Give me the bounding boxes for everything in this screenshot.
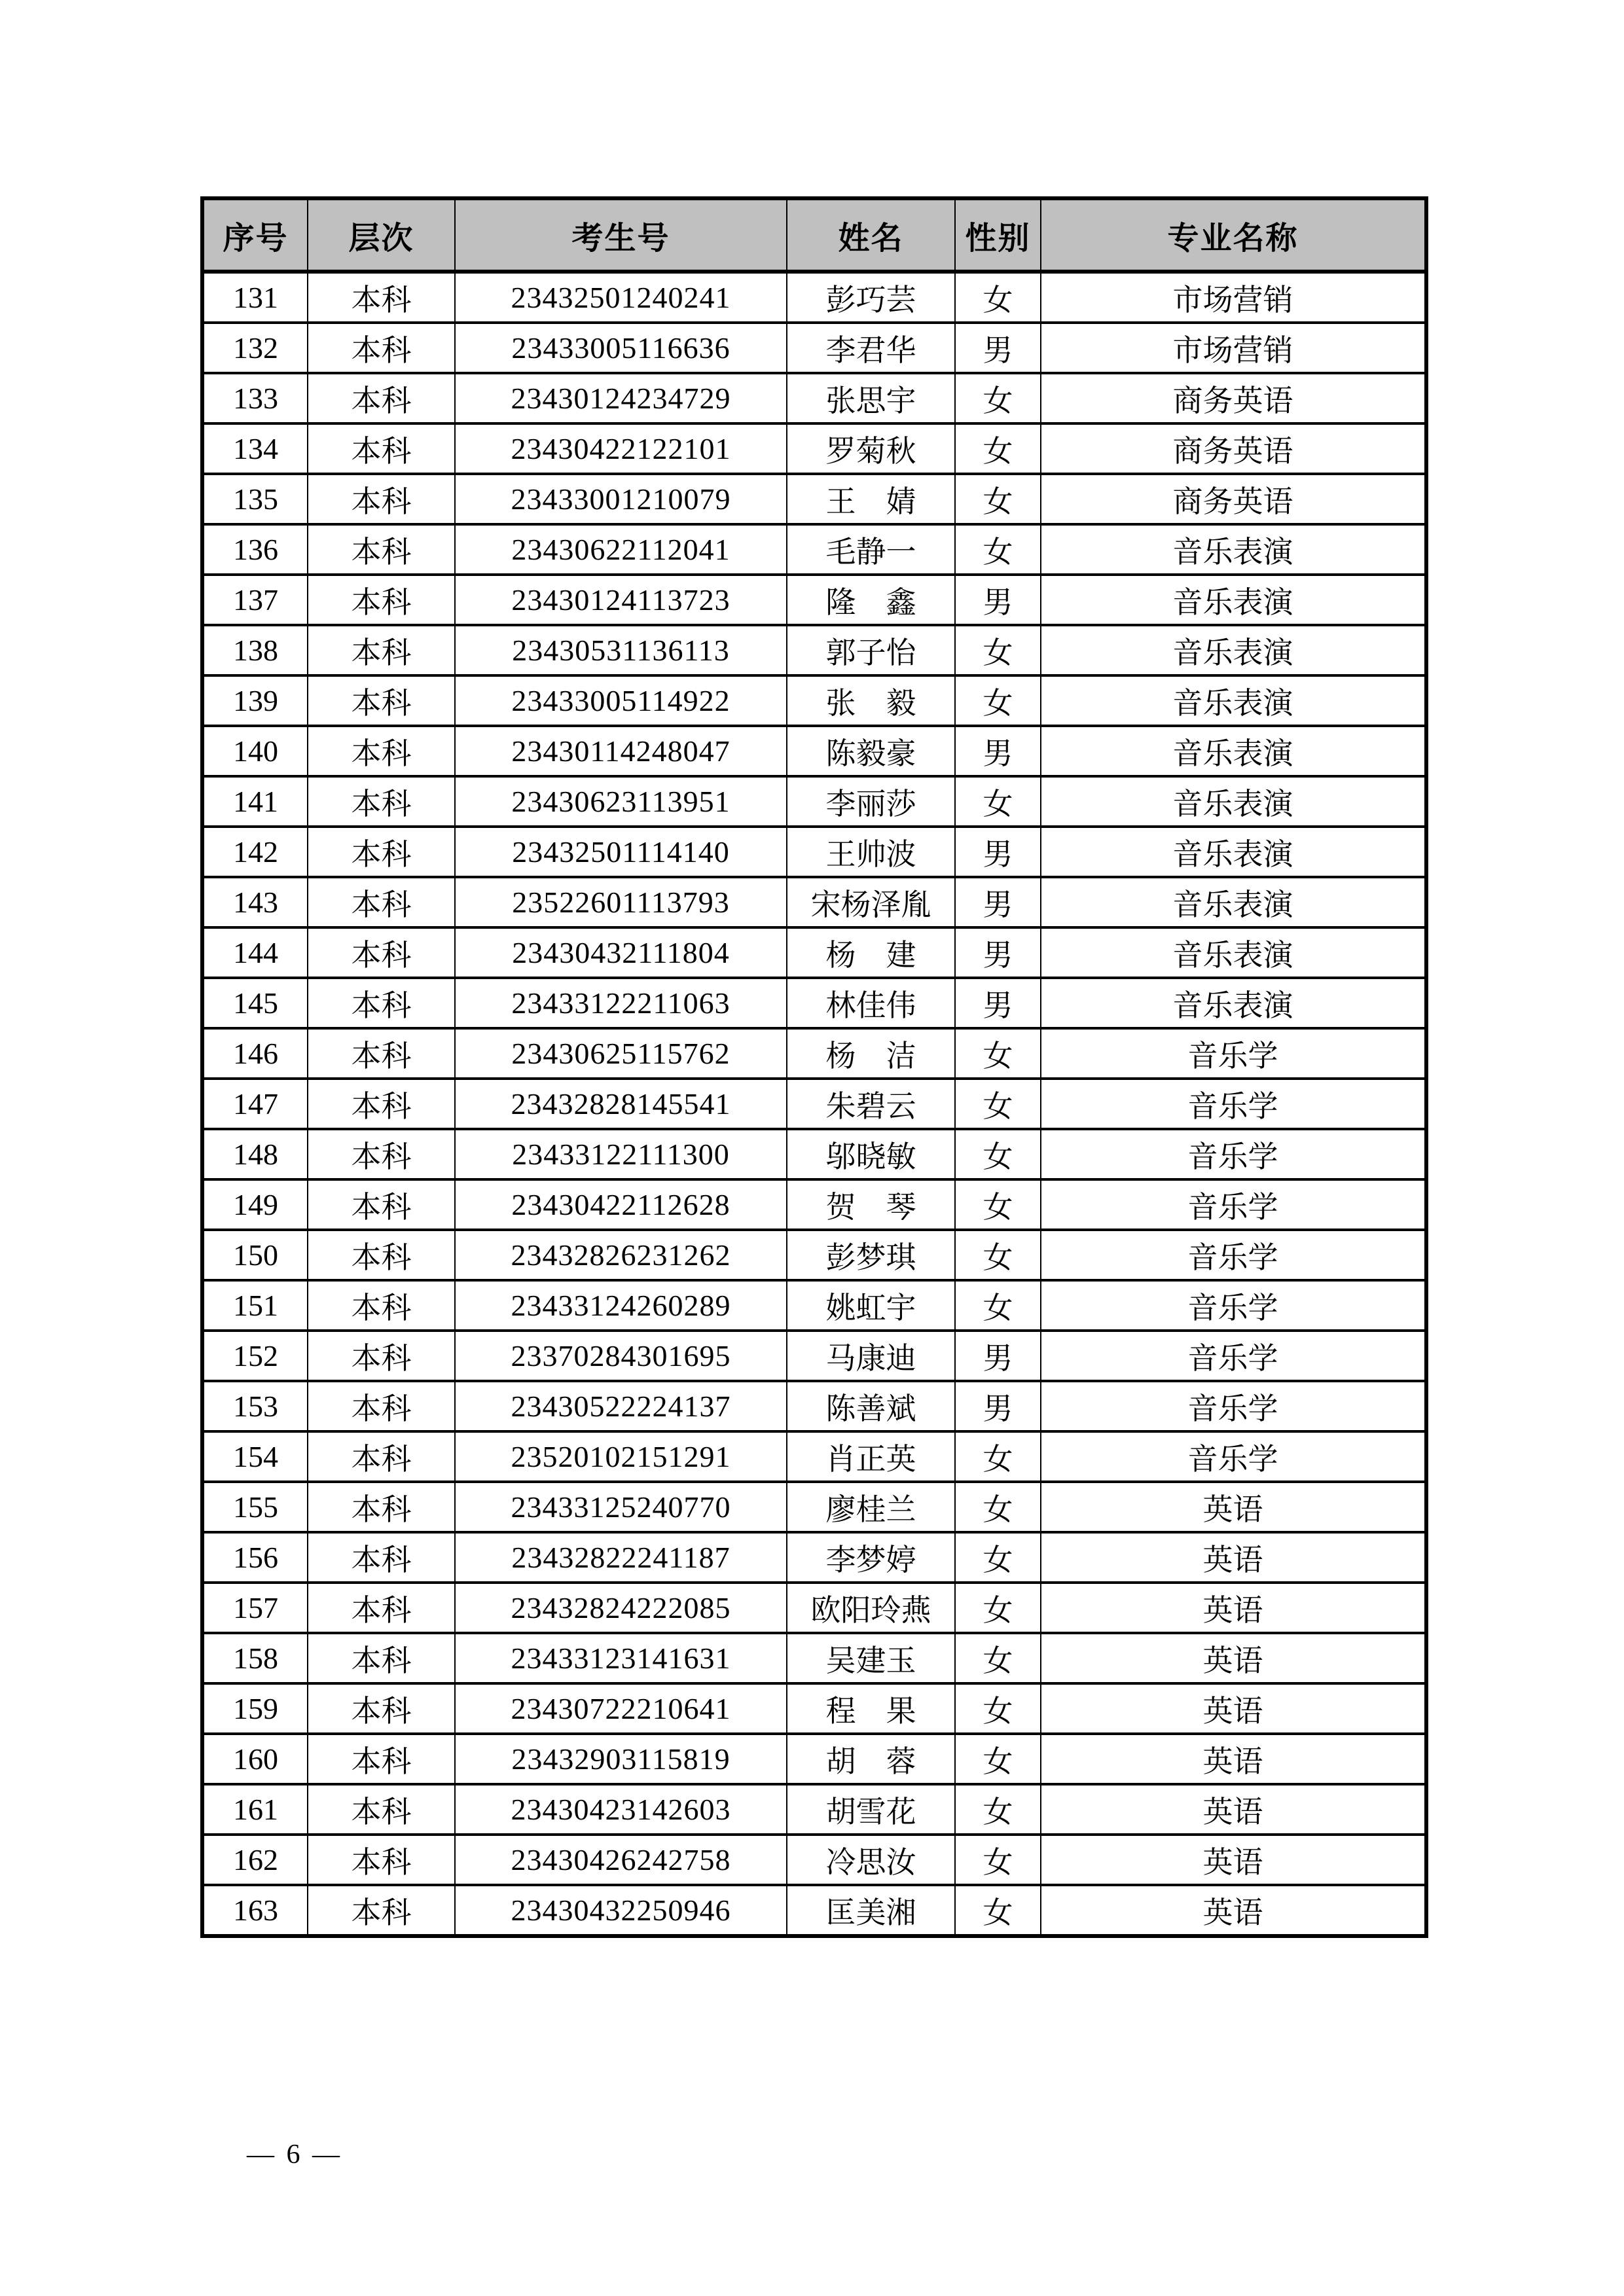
student-roster-table <box>200 196 1428 1938</box>
header-major: 专业名称 <box>1041 198 1426 272</box>
gender-cell: 男 <box>955 927 1041 978</box>
level-cell: 本科 <box>308 877 455 927</box>
table-row <box>202 1683 1426 1734</box>
level-cell: 本科 <box>308 1179 455 1230</box>
table-row <box>202 1734 1426 1784</box>
name-cell: 杨 建 <box>787 927 955 978</box>
gender-cell: 女 <box>955 625 1041 675</box>
name-cell: 朱碧云 <box>787 1079 955 1129</box>
level-cell: 本科 <box>308 1079 455 1129</box>
major-cell: 英语 <box>1041 1784 1426 1835</box>
table-row <box>202 1532 1426 1583</box>
exam-no-cell: 23432501114140 <box>455 827 787 877</box>
gender-cell: 女 <box>955 1482 1041 1532</box>
name-cell: 李丽莎 <box>787 776 955 827</box>
table-row <box>202 1482 1426 1532</box>
level-cell: 本科 <box>308 1381 455 1431</box>
major-cell: 英语 <box>1041 1482 1426 1532</box>
table-row <box>202 524 1426 575</box>
major-cell: 音乐表演 <box>1041 927 1426 978</box>
table-row <box>202 1583 1426 1633</box>
seq-cell: 158 <box>202 1633 308 1683</box>
major-cell: 市场营销 <box>1041 323 1426 373</box>
exam-no-cell: 23522601113793 <box>455 877 787 927</box>
level-cell: 本科 <box>308 1482 455 1532</box>
major-cell: 音乐表演 <box>1041 726 1426 776</box>
exam-no-cell: 23430422112628 <box>455 1179 787 1230</box>
level-cell: 本科 <box>308 1532 455 1583</box>
seq-cell: 141 <box>202 776 308 827</box>
level-cell: 本科 <box>308 474 455 524</box>
level-cell: 本科 <box>308 1230 455 1280</box>
name-cell: 张思宇 <box>787 373 955 423</box>
table-row <box>202 1381 1426 1431</box>
major-cell: 音乐表演 <box>1041 827 1426 877</box>
major-cell: 音乐表演 <box>1041 978 1426 1028</box>
name-cell: 李梦婷 <box>787 1532 955 1583</box>
major-cell: 商务英语 <box>1041 423 1426 474</box>
header-name: 姓名 <box>787 198 955 272</box>
gender-cell: 女 <box>955 1230 1041 1280</box>
table-row <box>202 675 1426 726</box>
header-level: 层次 <box>308 198 455 272</box>
exam-no-cell: 23432826231262 <box>455 1230 787 1280</box>
table-row <box>202 1079 1426 1129</box>
major-cell: 音乐学 <box>1041 1230 1426 1280</box>
table-row <box>202 272 1426 323</box>
level-cell: 本科 <box>308 776 455 827</box>
major-cell: 音乐学 <box>1041 1381 1426 1431</box>
seq-cell: 161 <box>202 1784 308 1835</box>
major-cell: 商务英语 <box>1041 373 1426 423</box>
table-row <box>202 1835 1426 1885</box>
exam-no-cell: 23433124260289 <box>455 1280 787 1331</box>
table-row <box>202 776 1426 827</box>
exam-no-cell: 23432824222085 <box>455 1583 787 1633</box>
gender-cell: 女 <box>955 675 1041 726</box>
seq-cell: 153 <box>202 1381 308 1431</box>
level-cell: 本科 <box>308 1280 455 1331</box>
seq-cell: 152 <box>202 1331 308 1381</box>
exam-no-cell: 23430522224137 <box>455 1381 787 1431</box>
seq-cell: 144 <box>202 927 308 978</box>
seq-cell: 131 <box>202 272 308 323</box>
name-cell: 姚虹宇 <box>787 1280 955 1331</box>
gender-cell: 女 <box>955 1734 1041 1784</box>
gender-cell: 男 <box>955 726 1041 776</box>
gender-cell: 女 <box>955 1683 1041 1734</box>
exam-no-cell: 23433005114922 <box>455 675 787 726</box>
major-cell: 音乐学 <box>1041 1331 1426 1381</box>
seq-cell: 156 <box>202 1532 308 1583</box>
name-cell: 吴建玉 <box>787 1633 955 1683</box>
name-cell: 匡美湘 <box>787 1885 955 1936</box>
level-cell: 本科 <box>308 675 455 726</box>
table-row <box>202 1885 1426 1936</box>
seq-cell: 163 <box>202 1885 308 1936</box>
gender-cell: 女 <box>955 1079 1041 1129</box>
seq-cell: 151 <box>202 1280 308 1331</box>
exam-no-cell: 23430722210641 <box>455 1683 787 1734</box>
table-header-row <box>202 198 1426 272</box>
table-row <box>202 1230 1426 1280</box>
name-cell: 胡 蓉 <box>787 1734 955 1784</box>
level-cell: 本科 <box>308 323 455 373</box>
name-cell: 彭巧芸 <box>787 272 955 323</box>
gender-cell: 女 <box>955 373 1041 423</box>
major-cell: 音乐表演 <box>1041 575 1426 625</box>
name-cell: 马康迪 <box>787 1331 955 1381</box>
table-row <box>202 423 1426 474</box>
level-cell: 本科 <box>308 1129 455 1179</box>
exam-no-cell: 23430432250946 <box>455 1885 787 1936</box>
exam-no-cell: 23430426242758 <box>455 1835 787 1885</box>
gender-cell: 女 <box>955 776 1041 827</box>
level-cell: 本科 <box>308 423 455 474</box>
seq-cell: 134 <box>202 423 308 474</box>
exam-no-cell: 23430423142603 <box>455 1784 787 1835</box>
seq-cell: 139 <box>202 675 308 726</box>
level-cell: 本科 <box>308 625 455 675</box>
level-cell: 本科 <box>308 1583 455 1633</box>
gender-cell: 女 <box>955 474 1041 524</box>
major-cell: 英语 <box>1041 1633 1426 1683</box>
seq-cell: 155 <box>202 1482 308 1532</box>
major-cell: 商务英语 <box>1041 474 1426 524</box>
exam-no-cell: 23430625115762 <box>455 1028 787 1079</box>
level-cell: 本科 <box>308 978 455 1028</box>
name-cell: 毛静一 <box>787 524 955 575</box>
name-cell: 杨 洁 <box>787 1028 955 1079</box>
gender-cell: 男 <box>955 575 1041 625</box>
table-row <box>202 827 1426 877</box>
exam-no-cell: 23433001210079 <box>455 474 787 524</box>
gender-cell: 女 <box>955 1280 1041 1331</box>
table-row <box>202 575 1426 625</box>
level-cell: 本科 <box>308 575 455 625</box>
name-cell: 胡雪花 <box>787 1784 955 1835</box>
seq-cell: 137 <box>202 575 308 625</box>
table-row <box>202 978 1426 1028</box>
gender-cell: 男 <box>955 978 1041 1028</box>
gender-cell: 女 <box>955 1885 1041 1936</box>
major-cell: 音乐表演 <box>1041 625 1426 675</box>
gender-cell: 男 <box>955 877 1041 927</box>
seq-cell: 132 <box>202 323 308 373</box>
level-cell: 本科 <box>308 1835 455 1885</box>
header-exam-no: 考生号 <box>455 198 787 272</box>
exam-no-cell: 23430622112041 <box>455 524 787 575</box>
major-cell: 音乐学 <box>1041 1129 1426 1179</box>
seq-cell: 142 <box>202 827 308 877</box>
gender-cell: 女 <box>955 272 1041 323</box>
exam-no-cell: 23430623113951 <box>455 776 787 827</box>
name-cell: 郭子怡 <box>787 625 955 675</box>
name-cell: 隆 鑫 <box>787 575 955 625</box>
gender-cell: 女 <box>955 1633 1041 1683</box>
name-cell: 冷思汝 <box>787 1835 955 1885</box>
table-row <box>202 1179 1426 1230</box>
name-cell: 贺 琴 <box>787 1179 955 1230</box>
table-row <box>202 323 1426 373</box>
table-row <box>202 877 1426 927</box>
table-row <box>202 1331 1426 1381</box>
gender-cell: 女 <box>955 1532 1041 1583</box>
gender-cell: 女 <box>955 1129 1041 1179</box>
table-row <box>202 373 1426 423</box>
level-cell: 本科 <box>308 827 455 877</box>
name-cell: 林佳伟 <box>787 978 955 1028</box>
major-cell: 音乐学 <box>1041 1079 1426 1129</box>
gender-cell: 女 <box>955 1431 1041 1482</box>
level-cell: 本科 <box>308 1885 455 1936</box>
header-seq: 序号 <box>202 198 308 272</box>
gender-cell: 女 <box>955 1179 1041 1230</box>
name-cell: 王帅波 <box>787 827 955 877</box>
seq-cell: 136 <box>202 524 308 575</box>
exam-no-cell: 23433005116636 <box>455 323 787 373</box>
level-cell: 本科 <box>308 1431 455 1482</box>
seq-cell: 148 <box>202 1129 308 1179</box>
major-cell: 音乐表演 <box>1041 877 1426 927</box>
gender-cell: 男 <box>955 827 1041 877</box>
table-row <box>202 1633 1426 1683</box>
level-cell: 本科 <box>308 272 455 323</box>
exam-no-cell: 23430432111804 <box>455 927 787 978</box>
major-cell: 音乐表演 <box>1041 675 1426 726</box>
name-cell: 程 果 <box>787 1683 955 1734</box>
name-cell: 陈毅豪 <box>787 726 955 776</box>
page-number: — 6 — <box>247 2140 342 2170</box>
major-cell: 音乐表演 <box>1041 776 1426 827</box>
seq-cell: 143 <box>202 877 308 927</box>
exam-no-cell: 23433122111300 <box>455 1129 787 1179</box>
seq-cell: 154 <box>202 1431 308 1482</box>
major-cell: 音乐学 <box>1041 1179 1426 1230</box>
exam-no-cell: 23432822241187 <box>455 1532 787 1583</box>
table-row <box>202 1431 1426 1482</box>
table-row <box>202 1280 1426 1331</box>
exam-no-cell: 23432828145541 <box>455 1079 787 1129</box>
name-cell: 欧阳玲燕 <box>787 1583 955 1633</box>
gender-cell: 男 <box>955 1331 1041 1381</box>
gender-cell: 女 <box>955 524 1041 575</box>
name-cell: 王 婧 <box>787 474 955 524</box>
table-row <box>202 927 1426 978</box>
level-cell: 本科 <box>308 1683 455 1734</box>
table-row <box>202 1028 1426 1079</box>
seq-cell: 160 <box>202 1734 308 1784</box>
exam-no-cell: 23433122211063 <box>455 978 787 1028</box>
seq-cell: 157 <box>202 1583 308 1633</box>
gender-cell: 女 <box>955 1028 1041 1079</box>
exam-no-cell: 23432903115819 <box>455 1734 787 1784</box>
major-cell: 英语 <box>1041 1583 1426 1633</box>
seq-cell: 149 <box>202 1179 308 1230</box>
name-cell: 李君华 <box>787 323 955 373</box>
seq-cell: 145 <box>202 978 308 1028</box>
name-cell: 廖桂兰 <box>787 1482 955 1532</box>
level-cell: 本科 <box>308 1028 455 1079</box>
exam-no-cell: 23430531136113 <box>455 625 787 675</box>
table-row <box>202 1784 1426 1835</box>
major-cell: 英语 <box>1041 1683 1426 1734</box>
seq-cell: 150 <box>202 1230 308 1280</box>
major-cell: 英语 <box>1041 1734 1426 1784</box>
exam-no-cell: 23430124113723 <box>455 575 787 625</box>
exam-no-cell: 23432501240241 <box>455 272 787 323</box>
seq-cell: 135 <box>202 474 308 524</box>
exam-no-cell: 23430124234729 <box>455 373 787 423</box>
name-cell: 罗菊秋 <box>787 423 955 474</box>
level-cell: 本科 <box>308 524 455 575</box>
header-gender: 性别 <box>955 198 1041 272</box>
level-cell: 本科 <box>308 1331 455 1381</box>
gender-cell: 女 <box>955 1835 1041 1885</box>
table-row <box>202 726 1426 776</box>
gender-cell: 女 <box>955 423 1041 474</box>
name-cell: 陈善斌 <box>787 1381 955 1431</box>
exam-no-cell: 23520102151291 <box>455 1431 787 1482</box>
name-cell: 邬晓敏 <box>787 1129 955 1179</box>
gender-cell: 男 <box>955 323 1041 373</box>
seq-cell: 146 <box>202 1028 308 1079</box>
exam-no-cell: 23370284301695 <box>455 1331 787 1381</box>
level-cell: 本科 <box>308 1633 455 1683</box>
level-cell: 本科 <box>308 373 455 423</box>
name-cell: 宋杨泽胤 <box>787 877 955 927</box>
exam-no-cell: 23430114248047 <box>455 726 787 776</box>
major-cell: 市场营销 <box>1041 272 1426 323</box>
gender-cell: 男 <box>955 1381 1041 1431</box>
gender-cell: 女 <box>955 1583 1041 1633</box>
major-cell: 英语 <box>1041 1885 1426 1936</box>
name-cell: 肖正英 <box>787 1431 955 1482</box>
name-cell: 张 毅 <box>787 675 955 726</box>
major-cell: 英语 <box>1041 1835 1426 1885</box>
seq-cell: 147 <box>202 1079 308 1129</box>
major-cell: 音乐表演 <box>1041 524 1426 575</box>
name-cell: 彭梦琪 <box>787 1230 955 1280</box>
seq-cell: 138 <box>202 625 308 675</box>
seq-cell: 159 <box>202 1683 308 1734</box>
table-row <box>202 1129 1426 1179</box>
level-cell: 本科 <box>308 726 455 776</box>
table-row <box>202 474 1426 524</box>
level-cell: 本科 <box>308 927 455 978</box>
level-cell: 本科 <box>308 1734 455 1784</box>
level-cell: 本科 <box>308 1784 455 1835</box>
major-cell: 英语 <box>1041 1532 1426 1583</box>
major-cell: 音乐学 <box>1041 1028 1426 1079</box>
gender-cell: 女 <box>955 1784 1041 1835</box>
seq-cell: 140 <box>202 726 308 776</box>
exam-no-cell: 23430422122101 <box>455 423 787 474</box>
exam-no-cell: 23433123141631 <box>455 1633 787 1683</box>
table-row <box>202 625 1426 675</box>
major-cell: 音乐学 <box>1041 1431 1426 1482</box>
seq-cell: 162 <box>202 1835 308 1885</box>
seq-cell: 133 <box>202 373 308 423</box>
major-cell: 音乐学 <box>1041 1280 1426 1331</box>
exam-no-cell: 23433125240770 <box>455 1482 787 1532</box>
